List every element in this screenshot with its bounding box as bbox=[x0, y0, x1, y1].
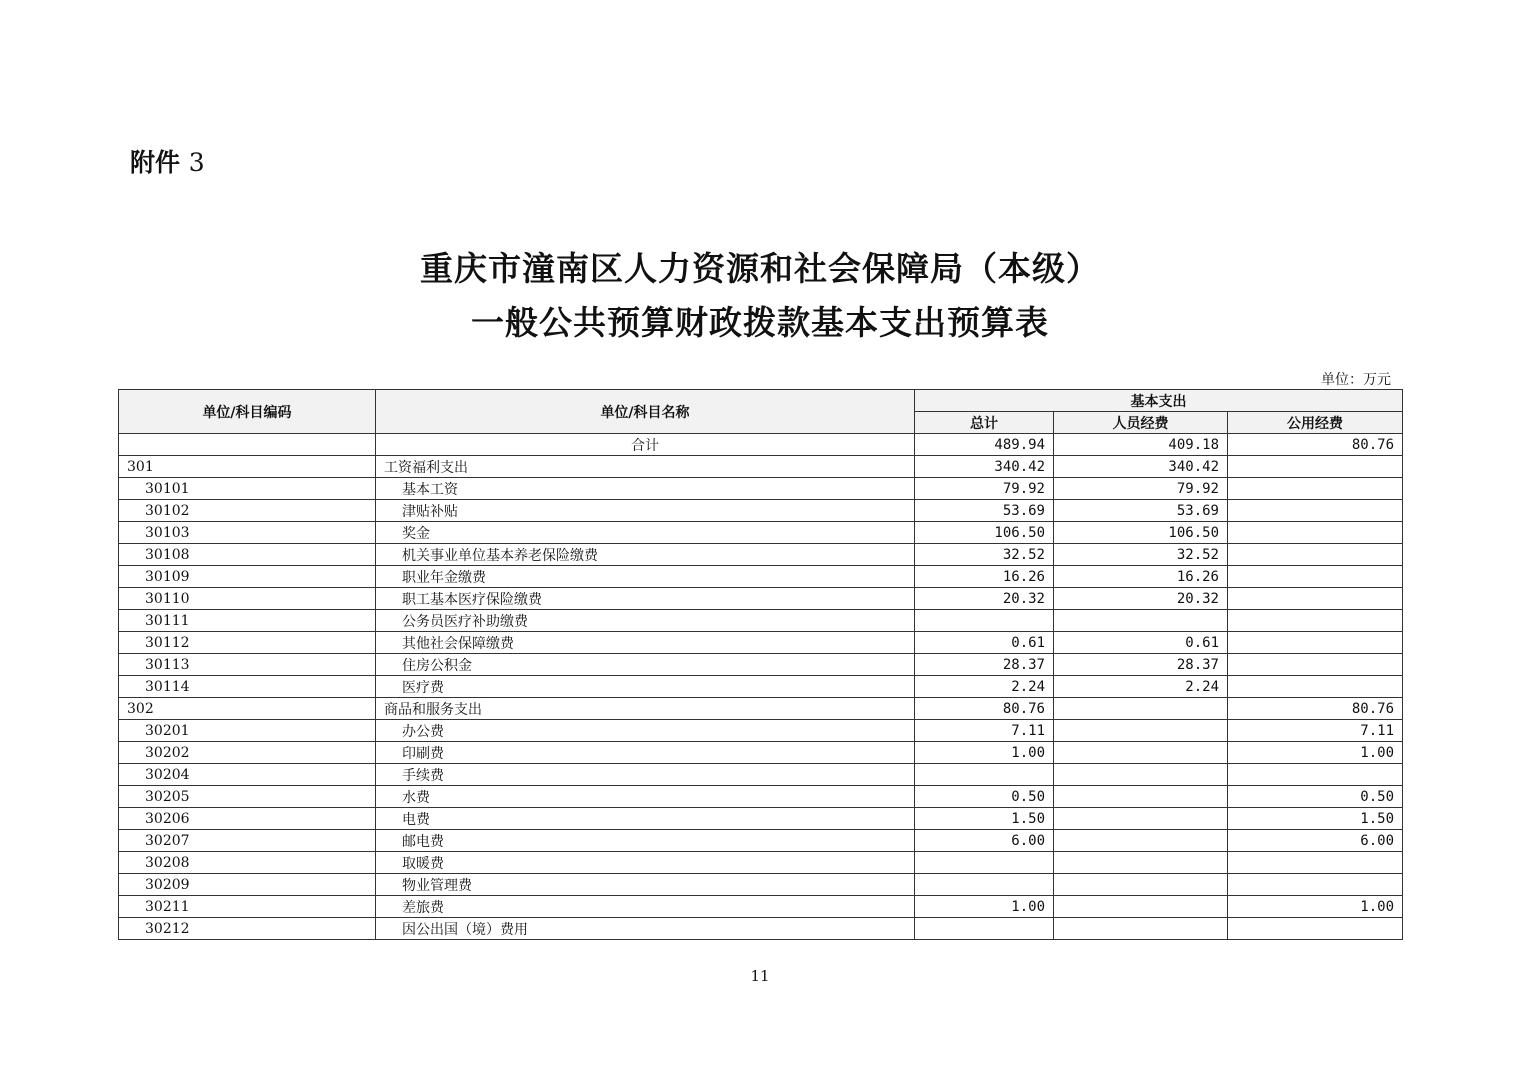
cell-personnel: 106.50 bbox=[1054, 522, 1228, 544]
cell-public: 80.76 bbox=[1228, 698, 1403, 720]
table-row bbox=[119, 852, 1403, 874]
cell-name: 水费 bbox=[376, 786, 915, 808]
cell-name: 职工基本医疗保险缴费 bbox=[376, 588, 915, 610]
cell-personnel bbox=[1054, 918, 1228, 940]
total-name: 合计 bbox=[376, 434, 915, 456]
table-row bbox=[119, 588, 1403, 610]
table-row bbox=[119, 874, 1403, 896]
cell-personnel: 2.24 bbox=[1054, 676, 1228, 698]
cell-personnel: 53.69 bbox=[1054, 500, 1228, 522]
cell-public bbox=[1228, 588, 1403, 610]
table-row bbox=[119, 610, 1403, 632]
attachment-label bbox=[130, 143, 205, 179]
table-row bbox=[119, 500, 1403, 522]
cell-name: 手续费 bbox=[376, 764, 915, 786]
cell-total: 0.61 bbox=[915, 632, 1054, 654]
header-basic-expenditure: 基本支出 bbox=[915, 390, 1403, 412]
cell-total: 28.37 bbox=[915, 654, 1054, 676]
cell-personnel bbox=[1054, 698, 1228, 720]
attachment-number: 3 bbox=[188, 148, 205, 177]
table-row bbox=[119, 720, 1403, 742]
cell-code: 30201 bbox=[119, 720, 376, 742]
cell-public bbox=[1228, 918, 1403, 940]
cell-public: 1.00 bbox=[1228, 742, 1403, 764]
cell-personnel: 32.52 bbox=[1054, 544, 1228, 566]
cell-code: 30101 bbox=[119, 478, 376, 500]
table-row bbox=[119, 544, 1403, 566]
cell-personnel: 79.92 bbox=[1054, 478, 1228, 500]
table-row bbox=[119, 764, 1403, 786]
cell-name: 其他社会保障缴费 bbox=[376, 632, 915, 654]
cell-public bbox=[1228, 522, 1403, 544]
cell-personnel bbox=[1054, 742, 1228, 764]
cell-personnel: 0.61 bbox=[1054, 632, 1228, 654]
header-personnel: 人员经费 bbox=[1054, 412, 1228, 434]
table-row bbox=[119, 896, 1403, 918]
cell-personnel: 340.42 bbox=[1054, 456, 1228, 478]
cell-name: 办公费 bbox=[376, 720, 915, 742]
cell-total bbox=[915, 852, 1054, 874]
cell-name: 取暖费 bbox=[376, 852, 915, 874]
cell-total: 79.92 bbox=[915, 478, 1054, 500]
cell-public bbox=[1228, 500, 1403, 522]
table-row bbox=[119, 918, 1403, 940]
cell-public bbox=[1228, 632, 1403, 654]
cell-code: 301 bbox=[119, 456, 376, 478]
cell-total: 1.50 bbox=[915, 808, 1054, 830]
cell-total: 7.11 bbox=[915, 720, 1054, 742]
table-row bbox=[119, 654, 1403, 676]
cell-public: 1.00 bbox=[1228, 896, 1403, 918]
cell-total: 53.69 bbox=[915, 500, 1054, 522]
cell-public bbox=[1228, 654, 1403, 676]
cell-code: 30206 bbox=[119, 808, 376, 830]
cell-code: 30111 bbox=[119, 610, 376, 632]
table-row bbox=[119, 566, 1403, 588]
cell-total bbox=[915, 874, 1054, 896]
cell-code: 30204 bbox=[119, 764, 376, 786]
cell-name: 医疗费 bbox=[376, 676, 915, 698]
table-row bbox=[119, 522, 1403, 544]
header-code: 单位/科目编码 bbox=[119, 390, 376, 434]
cell-name: 电费 bbox=[376, 808, 915, 830]
cell-code: 30205 bbox=[119, 786, 376, 808]
cell-public bbox=[1228, 874, 1403, 896]
cell-name: 基本工资 bbox=[376, 478, 915, 500]
total-code bbox=[119, 434, 376, 456]
total-row bbox=[119, 434, 1403, 456]
cell-name: 住房公积金 bbox=[376, 654, 915, 676]
cell-name: 物业管理费 bbox=[376, 874, 915, 896]
cell-personnel bbox=[1054, 786, 1228, 808]
cell-public bbox=[1228, 478, 1403, 500]
cell-name: 奖金 bbox=[376, 522, 915, 544]
cell-personnel bbox=[1054, 764, 1228, 786]
cell-total: 106.50 bbox=[915, 522, 1054, 544]
table-row bbox=[119, 456, 1403, 478]
cell-personnel: 20.32 bbox=[1054, 588, 1228, 610]
cell-total bbox=[915, 610, 1054, 632]
cell-code: 30113 bbox=[119, 654, 376, 676]
cell-personnel bbox=[1054, 874, 1228, 896]
cell-name: 机关事业单位基本养老保险缴费 bbox=[376, 544, 915, 566]
table-row bbox=[119, 698, 1403, 720]
table-row bbox=[119, 632, 1403, 654]
table-row bbox=[119, 830, 1403, 852]
cell-code: 30212 bbox=[119, 918, 376, 940]
page-title-line2: 一般公共预算财政拨款基本支出预算表 bbox=[471, 303, 1049, 342]
cell-code: 30112 bbox=[119, 632, 376, 654]
page-number: 11 bbox=[750, 967, 770, 985]
page-title-line1: 重庆市潼南区人力资源和社会保障局（本级） bbox=[420, 249, 1100, 288]
cell-name: 差旅费 bbox=[376, 896, 915, 918]
cell-code: 30202 bbox=[119, 742, 376, 764]
cell-name: 公务员医疗补助缴费 bbox=[376, 610, 915, 632]
total-public: 80.76 bbox=[1228, 434, 1403, 456]
cell-public: 1.50 bbox=[1228, 808, 1403, 830]
cell-name: 因公出国（境）费用 bbox=[376, 918, 915, 940]
cell-code: 30114 bbox=[119, 676, 376, 698]
cell-public bbox=[1228, 566, 1403, 588]
cell-name: 邮电费 bbox=[376, 830, 915, 852]
cell-code: 30110 bbox=[119, 588, 376, 610]
table-row bbox=[119, 478, 1403, 500]
cell-total: 80.76 bbox=[915, 698, 1054, 720]
cell-code: 30208 bbox=[119, 852, 376, 874]
cell-name: 职业年金缴费 bbox=[376, 566, 915, 588]
cell-total bbox=[915, 918, 1054, 940]
header-row-1 bbox=[119, 390, 1403, 412]
cell-public bbox=[1228, 544, 1403, 566]
cell-personnel bbox=[1054, 720, 1228, 742]
table-row bbox=[119, 786, 1403, 808]
table-row bbox=[119, 808, 1403, 830]
budget-table bbox=[118, 389, 1403, 940]
cell-personnel bbox=[1054, 852, 1228, 874]
cell-total: 16.26 bbox=[915, 566, 1054, 588]
cell-public bbox=[1228, 852, 1403, 874]
cell-public: 6.00 bbox=[1228, 830, 1403, 852]
cell-personnel: 16.26 bbox=[1054, 566, 1228, 588]
total-personnel: 409.18 bbox=[1054, 434, 1228, 456]
cell-code: 30103 bbox=[119, 522, 376, 544]
header-total: 总计 bbox=[915, 412, 1054, 434]
cell-public bbox=[1228, 764, 1403, 786]
cell-total: 32.52 bbox=[915, 544, 1054, 566]
cell-personnel bbox=[1054, 896, 1228, 918]
cell-personnel bbox=[1054, 610, 1228, 632]
cell-name: 印刷费 bbox=[376, 742, 915, 764]
cell-total: 20.32 bbox=[915, 588, 1054, 610]
cell-public bbox=[1228, 610, 1403, 632]
table-row bbox=[119, 742, 1403, 764]
cell-total bbox=[915, 764, 1054, 786]
table-row bbox=[119, 676, 1403, 698]
unit-label: 单位：万元 bbox=[1321, 372, 1391, 388]
cell-public: 0.50 bbox=[1228, 786, 1403, 808]
cell-code: 30108 bbox=[119, 544, 376, 566]
attachment-text: 附件 bbox=[130, 148, 181, 177]
cell-personnel: 28.37 bbox=[1054, 654, 1228, 676]
cell-personnel bbox=[1054, 830, 1228, 852]
cell-total: 1.00 bbox=[915, 896, 1054, 918]
cell-public bbox=[1228, 676, 1403, 698]
cell-public: 7.11 bbox=[1228, 720, 1403, 742]
cell-total: 0.50 bbox=[915, 786, 1054, 808]
cell-code: 30109 bbox=[119, 566, 376, 588]
cell-total: 2.24 bbox=[915, 676, 1054, 698]
cell-personnel bbox=[1054, 808, 1228, 830]
cell-code: 30209 bbox=[119, 874, 376, 896]
cell-name: 工资福利支出 bbox=[376, 456, 915, 478]
cell-name: 津贴补贴 bbox=[376, 500, 915, 522]
cell-public bbox=[1228, 456, 1403, 478]
header-name: 单位/科目名称 bbox=[376, 390, 915, 434]
cell-code: 30207 bbox=[119, 830, 376, 852]
cell-total: 6.00 bbox=[915, 830, 1054, 852]
cell-total: 1.00 bbox=[915, 742, 1054, 764]
cell-name: 商品和服务支出 bbox=[376, 698, 915, 720]
cell-total: 340.42 bbox=[915, 456, 1054, 478]
cell-code: 30211 bbox=[119, 896, 376, 918]
header-public: 公用经费 bbox=[1228, 412, 1403, 434]
total-total: 489.94 bbox=[915, 434, 1054, 456]
cell-code: 302 bbox=[119, 698, 376, 720]
cell-code: 30102 bbox=[119, 500, 376, 522]
